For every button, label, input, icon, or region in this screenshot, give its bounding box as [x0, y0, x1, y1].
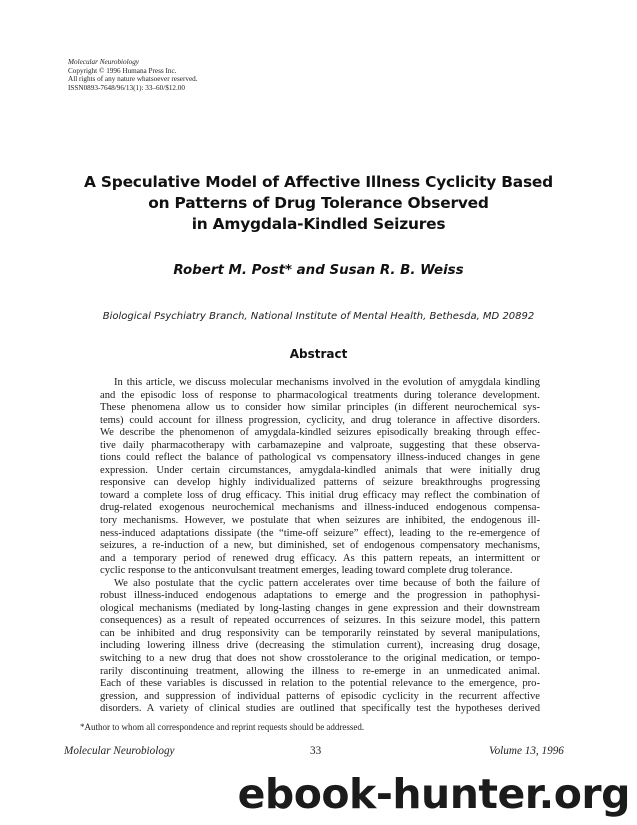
- title-line: A Speculative Model of Affective Illness Cyclicity Based: [84, 173, 553, 191]
- abstract-line: switching to a new drug that does not show crosstolerance to the original medication, or tempo-: [100, 653, 540, 665]
- abstract-line: ological mechanisms (mediated by long-lasting changes in gene expression and their downstream: [100, 602, 540, 614]
- masthead-journal: Molecular Neurobiology: [68, 58, 139, 66]
- masthead-rights: All rights of any nature whatsoever reserved.: [68, 75, 198, 84]
- abstract-line: We also postulate that the cyclic pattern accelerates over time because of both the failure of: [114, 577, 540, 589]
- abstract-line: and a temporary period of renewed drug efficacy. As this pattern repeats, an intermittent or: [100, 552, 540, 564]
- abstract-line: rarily discontinuing treatment, allowing the illness to re-emerge in an unmedicated animal.: [100, 665, 540, 677]
- author-footnote: *Author to whom all correspondence and reprint requests should be addressed.: [80, 722, 365, 732]
- abstract-line: responsive can develop highly individualized patterns of seizure breakthroughs progressing: [100, 477, 540, 489]
- abstract-line: including lowering illness drive (decreasing the stimulation current), increasing drug dosage,: [100, 640, 540, 652]
- page-number: 33: [310, 745, 322, 757]
- abstract-line: and the episodic loss of response to pharmacological treatments during tolerance development.: [100, 389, 540, 401]
- masthead-copyright: Copyright © 1996 Humana Press Inc.: [68, 66, 177, 75]
- title-line: in Amygdala-Kindled Seizures: [191, 215, 446, 233]
- masthead: [68, 58, 198, 92]
- abstract-line: We describe the phenomenon of amygdala-kindled seizures episodically breaking through effec-: [100, 427, 540, 439]
- abstract-line: disorders. A variety of clinical studies are outlined that specifically test the hypotheses derived: [100, 703, 540, 715]
- abstract-line: drug-related exogenous neurochemical mechanisms and illness-induced endogenous compensa-: [100, 502, 540, 514]
- abstract-line: robust illness-induced endogenous adaptations to emerge and the progression in pathophysi-: [100, 590, 540, 602]
- abstract-heading: Abstract: [289, 347, 348, 361]
- abstract-body: [100, 377, 540, 716]
- abstract-line: Each of these variables is discussed in relation to the potential relevance to the emergence, pro-: [100, 678, 540, 690]
- affiliation: Biological Psychiatry Branch, National Institute of Mental Health, Bethesda, MD 20892: [102, 311, 535, 322]
- abstract-line: cyclic response to the anticonvulsant treatment emerges, leading toward complete drug tolerance.: [100, 565, 513, 577]
- abstract-line: consequences) as a result of repeated occurrences of seizures. In this seizure model, this pattern: [100, 615, 540, 627]
- abstract-line: ness-induced adaptations dissipate (the “time-off seizure” effect), leading to the re-emergence of: [100, 527, 540, 539]
- footer-journal: Molecular Neurobiology: [64, 745, 175, 757]
- abstract-line: tory mechanisms. However, we postulate that when seizures are inhibited, the endogenous ill-: [100, 515, 540, 527]
- abstract-line: expression. Under certain circumstances, amygdala-kindled animals that were initially drug: [100, 464, 540, 476]
- abstract-line: tive daily pharmacotherapy with carbamazepine and valproate, suggesting that these observa-: [100, 439, 540, 451]
- abstract-line: seizures, a re-induction of a new, but diminished, set of endogenous compensatory mechanisms,: [100, 540, 540, 552]
- article-title: [60, 172, 577, 235]
- abstract-line: tems) could account for illness progression, cyclicity, and drug tolerance in affective disorders.: [100, 414, 540, 426]
- authors: Robert M. Post* and Susan R. B. Weiss: [173, 263, 464, 278]
- title-line: on Patterns of Drug Tolerance Observed: [148, 194, 489, 212]
- masthead-issn: ISSN0893-7648/96/13(1): 33–60/$12.00: [68, 83, 185, 92]
- abstract-line: gression, and suppression of individual patterns of episodic cyclicity in the recurrent affective: [100, 690, 540, 702]
- abstract-line: can be inhibited and drug responsivity can be temporarily reinstated by several manipulations,: [100, 627, 540, 639]
- abstract-line: tions could reflect the balance of pathological vs compensatory illness-induced changes in gene: [100, 452, 540, 464]
- footer-volume: Volume 13, 1996: [489, 745, 564, 757]
- watermark: ebook-hunter.org: [237, 770, 630, 818]
- abstract-line: In this article, we discuss molecular mechanisms involved in the evolution of amygdala kindling: [114, 377, 540, 388]
- abstract-line: These phenomena allow us to consider how similar principles (in different neurochemical sys-: [100, 402, 540, 414]
- abstract-line: toward a complete loss of drug efficacy. This initial drug efficacy may reflect the combination of: [100, 489, 540, 501]
